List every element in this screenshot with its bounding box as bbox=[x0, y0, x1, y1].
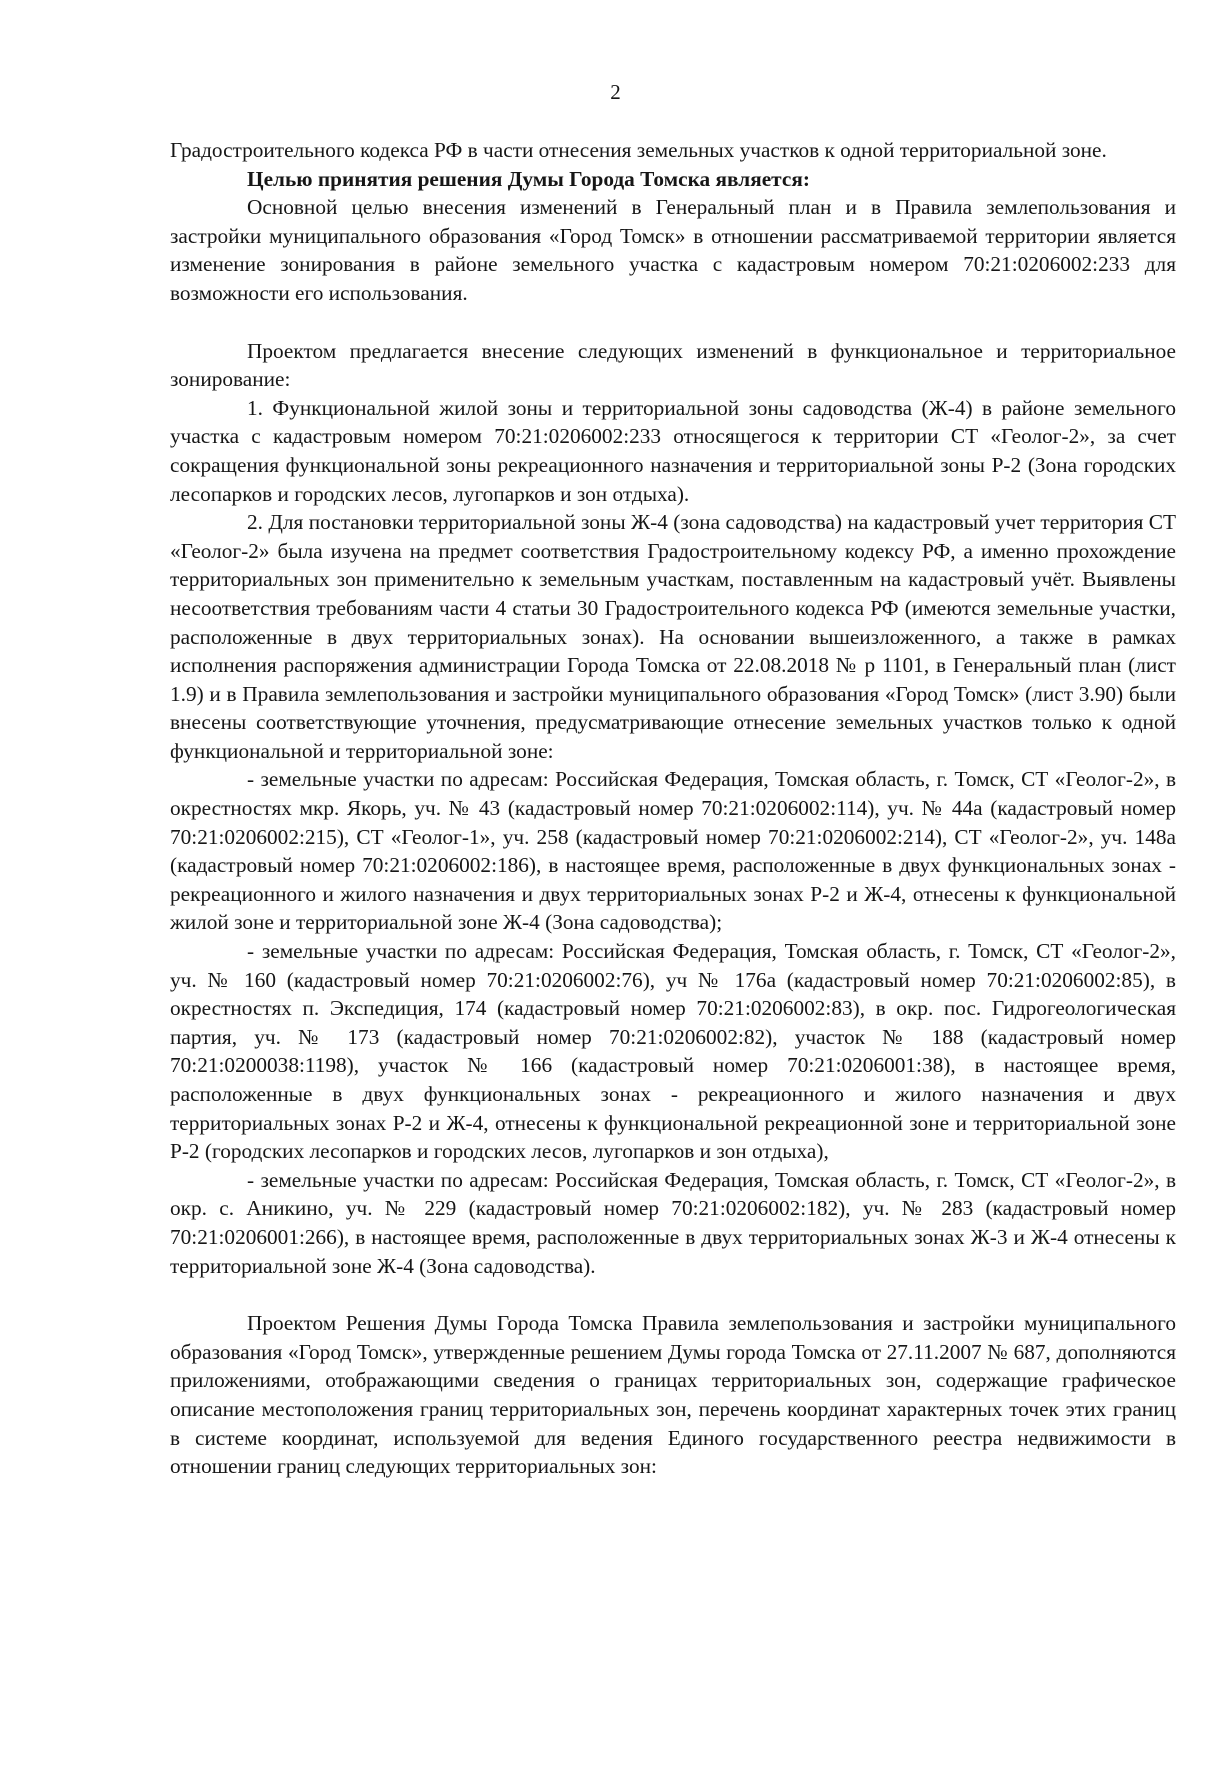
sub-item-3: - земельные участки по адресам: Российская Федерация, Томская область, г. Томск, СТ «Геолог-2», в окр. с. Аникино, уч. № 229 (кадастровый номер 70:21:0206002:182), уч. № 283 (кадастровый номер 70:21:0206001:266), в настоящее время, расположенные в двух территориальных зонах Ж-3 и Ж-4 отнесены к территориальной зоне Ж-4 (Зона садоводства). bbox=[170, 1167, 1176, 1278]
section-heading: Целью принятия решения Думы Города Томска является: bbox=[247, 166, 810, 191]
sub-item-1: - земельные участки по адресам: Российская Федерация, Томская область, г. Томск, СТ «Геолог-2», в окрестностях мкр. Якорь, уч. № 43 (кадастровый номер 70:21:0206002:114), уч. № 44а (кадастровый номер 70:21:0206002:215), СТ «Геолог-1», уч. 258 (кадастровый номер 70:21:0206002:214), СТ «Геолог-2», уч. 148а (кадастровый номер 70:21:0206002:186), в настоящее время, расположенные в двух функциональных зонах - рекреационного и жилого назначения и двух территориальных зонах Р-2 и Ж-4, отнесены к функциональной жилой зоне и территориальной зоне Ж-4 (Зона садоводства); bbox=[170, 767, 1176, 935]
paragraph-proposal: Проектом предлагается внесение следующих изменений в функциональное и территориальное зонирование: bbox=[170, 338, 1176, 392]
page-number: 2 bbox=[610, 80, 621, 104]
document-body bbox=[170, 136, 1176, 1481]
paragraph-decision: Проектом Решения Думы Города Томска Правила землепользования и застройки муниципального образования «Город Томск», утвержденные решением Думы города Томска от 27.11.2007 № 687, дополняются приложениями, отображающими сведения о границах территориальных зон, содержащие графическое описание местоположения границ территориальных зон, перечень координат характерных точек этих границ в системе координат, используемой для ведения Единого государственного реестра недвижимости в отношении границ следующих территориальных зон: bbox=[170, 1311, 1176, 1479]
list-item-2: 2. Для постановки территориальной зоны Ж-4 (зона садоводства) на кадастровый учет территория СТ «Геолог-2» была изучена на предмет соответствия Градостроительному кодексу РФ, а именно прохождение территориальных зон применительно к земельным участкам, поставленным на кадастровый учёт. Выявлены несоответствия требованиям части 4 статьи 30 Градостроительного кодекса РФ (имеются земельные участки, расположенные в двух территориальных зонах). На основании вышеизложенного, а также в рамках исполнения распоряжения администрации Города Томска от 22.08.2018 № р 1101, в Генеральный план (лист 1.9) и в Правила землепользования и застройки муниципального образования «Город Томск» (лист 3.90) были внесены соответствующие уточнения, предусматривающие отнесение земельных участков только к одной функциональной и территориальной зоне: bbox=[170, 510, 1176, 763]
list-item-1: 1. Функциональной жилой зоны и территориальной зоны садоводства (Ж-4) в районе земельного участка с кадастровым номером 70:21:0206002:233 относящегося к территории СТ «Геолог-2», за счет сокращения функциональной зоны рекреационного назначения и территориальной зоны Р-2 (Зона городских лесопарков и городских лесов, лугопарков и зон отдыха). bbox=[170, 395, 1176, 506]
paragraph-goal: Основной целью внесения изменений в Генеральный план и в Правила землепользования и застройки муниципального образования «Город Томск» в отношении рассматриваемой территории является изменение зонирования в районе земельного участка с кадастровым номером 70:21:0206002:233 для возможности его использования. bbox=[170, 195, 1176, 305]
sub-item-2: - земельные участки по адресам: Российская Федерация, Томская область, г. Томск, СТ «Геолог-2», уч. № 160 (кадастровый номер 70:21:0206002:76), уч № 176а (кадастровый номер 70:21:0206002:85), в окрестностях п. Экспедиция, 174 (кадастровый номер 70:21:0206002:83), в окр. пос. Гидрогеологическая партия, уч. № 173 (кадастровый номер 70:21:0206002:82), участок № 188 (кадастровый номер 70:21:0200038:1198), участок № 166 (кадастровый номер 70:21:0206001:38), в настоящее время, расположенные в двух функциональных зонах - рекреационного и жилого назначения и двух территориальных зонах Р-2 и Ж-4, отнесены к функциональной рекреационной зоне и территориальной зоне Р-2 (городских лесопарков и городских лесов, лугопарков и зон отдыха), bbox=[170, 939, 1176, 1164]
paragraph-continuation: Градостроительного кодекса РФ в части отнесения земельных участков к одной территориальной зоне. bbox=[170, 138, 1107, 162]
